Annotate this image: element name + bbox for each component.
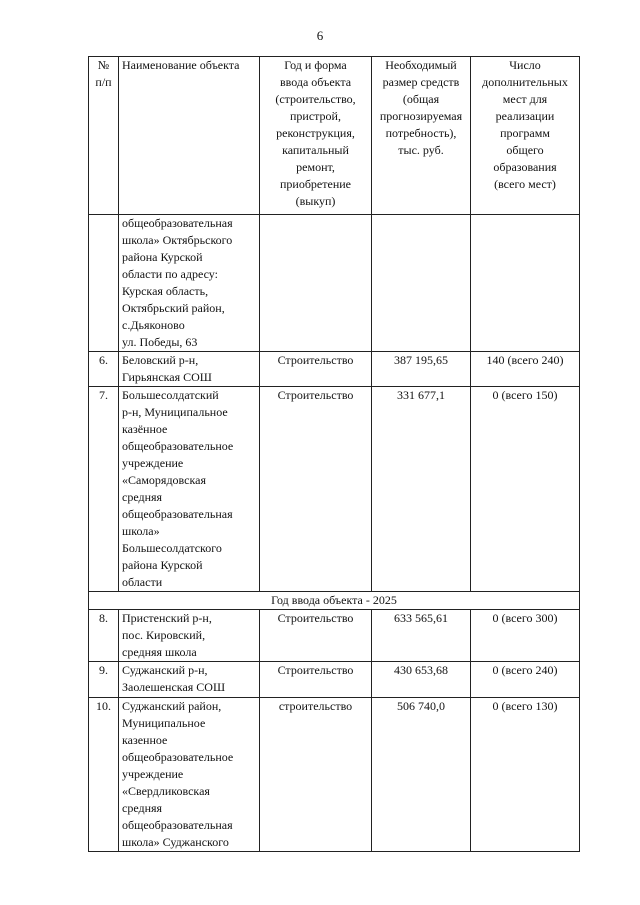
row-object-name: Суджанский р-н, Заолешенская СОШ <box>119 662 260 698</box>
table-row <box>89 698 580 852</box>
header-object-name: Наименование объекта <box>119 57 260 215</box>
row-object-name: Беловский р-н, Гирьянская СОШ <box>119 352 260 387</box>
row-object-name: Большесолдатский р-н, Муниципальное казённое общеобразовательное учреждение «Саморядовская средняя общеобразовательная школа» Большесолдатского района Курской области <box>119 387 260 592</box>
row-cost: 506 740,0 <box>372 698 471 852</box>
row-form: Строительство <box>260 387 372 592</box>
row-cost: 430 653,68 <box>372 662 471 698</box>
table-row <box>89 610 580 662</box>
row-places: 0 (всего 300) <box>471 610 580 662</box>
row-places <box>471 215 580 352</box>
header-number: № п/п <box>89 57 119 215</box>
row-cost: 387 195,65 <box>372 352 471 387</box>
header-cost: Необходимый размер средств (общая прогнозируемая потребность), тыс. руб. <box>372 57 471 215</box>
row-form: строительство <box>260 698 372 852</box>
table-header-row <box>89 57 580 215</box>
page-number: 6 <box>316 28 324 43</box>
header-year-form: Год и форма ввода объекта (строительство, пристрой, реконструкция, капитальный ремонт, приобретение (выкуп) <box>260 57 372 215</box>
row-places: 0 (всего 150) <box>471 387 580 592</box>
table-row <box>89 662 580 698</box>
table-row <box>89 387 580 592</box>
row-form: Строительство <box>260 662 372 698</box>
row-form <box>260 215 372 352</box>
row-form: Строительство <box>260 610 372 662</box>
row-places: 140 (всего 240) <box>471 352 580 387</box>
row-number: 7. <box>89 387 119 592</box>
row-places: 0 (всего 130) <box>471 698 580 852</box>
row-number: 6. <box>89 352 119 387</box>
row-cost: 331 677,1 <box>372 387 471 592</box>
row-object-name: Суджанский район, Муниципальное казенное общеобразовательное учреждение «Свердликовская средняя общеобразовательная школа» Суджанского <box>119 698 260 852</box>
table-row <box>89 352 580 387</box>
row-object-name: общеобразовательная школа» Октябрьского района Курской области по адресу: Курская область, Октябрьский район, с.Дьяконово ул. Победы, 63 <box>119 215 260 352</box>
row-number <box>89 215 119 352</box>
table-row <box>89 215 580 352</box>
year-section-row <box>89 592 580 610</box>
row-number: 10. <box>89 698 119 852</box>
objects-table <box>88 56 580 852</box>
row-cost: 633 565,61 <box>372 610 471 662</box>
row-places: 0 (всего 240) <box>471 662 580 698</box>
header-places: Число дополнительных мест для реализации программ общего образования (всего мест) <box>471 57 580 215</box>
row-cost <box>372 215 471 352</box>
row-object-name: Пристенский р-н, пос. Кировский, средняя школа <box>119 610 260 662</box>
year-section-label: Год ввода объекта - 2025 <box>89 592 580 610</box>
row-form: Строительство <box>260 352 372 387</box>
row-number: 9. <box>89 662 119 698</box>
row-number: 8. <box>89 610 119 662</box>
